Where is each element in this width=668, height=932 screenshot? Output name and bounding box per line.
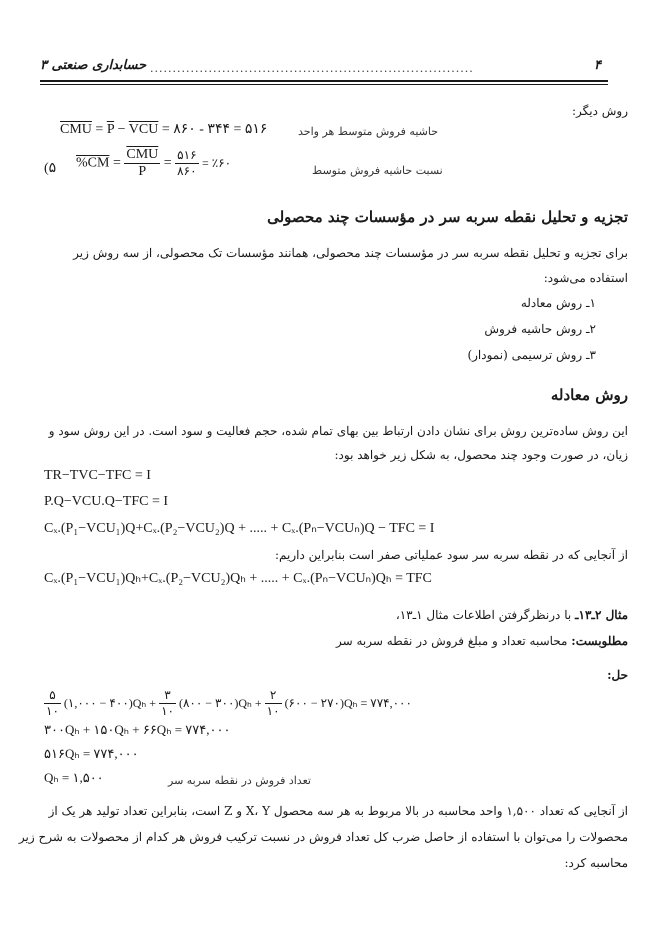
example-paragraph-1: از آنجایی که تعداد ۱,۵۰۰ واحد محاسبه در بالا مربوط به هر سه محصول X، Y و Z است، بنابراین تعداد تولید هر یک از: [48, 804, 628, 818]
example-title: مثال ۲ـ۱۳ـ: [575, 608, 628, 622]
list-item-equation: ۱ـ روش معادله: [520, 296, 596, 310]
equation-3: Cₓ.(P₁−VCU₁)Q+Cₓ.(P₂−VCU₂)Q + ..... + Cₓ.(Pₙ−VCUₙ)Q − TFC = I: [44, 521, 435, 536]
list-item-graphic: ۳ـ روش ترسیمی (نمودار): [467, 348, 596, 362]
equation-2: P.Q−VCU.Q−TFC = I: [44, 494, 169, 509]
cm-ratio-note: نسبت حاشیه فروش متوسط: [312, 164, 443, 177]
section-title-equation: روش معادله: [550, 386, 628, 404]
weight-z-den: ۱۰: [266, 704, 280, 718]
cm-eq-sign: =: [112, 155, 121, 171]
cm-value-num: ۵۱۶: [177, 148, 197, 162]
term-x: (۱,۰۰۰ − ۴۰۰)Qₕ +: [63, 696, 157, 710]
example-title-rest: با درنظرگرفتن اطلاعات مثال ۱ـ۱۳،: [395, 608, 572, 622]
example-required-line: [336, 634, 628, 648]
required-label: مطلوبست:: [571, 634, 628, 648]
weight-x-fraction: [44, 688, 61, 719]
price-symbol: $\overline{P}$: [106, 122, 115, 137]
solution-step-4-note: تعداد فروش در نقطه سربه سر: [168, 774, 311, 787]
header-dots: ........................................................................: [150, 62, 474, 75]
example-paragraph-2: محصولات را می‌توان با استفاده از حاصل ضرب کل تعداد فروش در نسبت ترکیب فروش هر کدام از محصولات به شرح زیر: [18, 830, 628, 844]
weight-y-fraction: [159, 688, 176, 719]
header-rule-thin: [40, 84, 608, 85]
section1-paragraph-cont: استفاده می‌شود:: [543, 271, 628, 285]
page-number: ۴: [594, 58, 601, 73]
weight-x-den: ۱۰: [46, 704, 59, 718]
weight-x-num: ۵: [44, 688, 61, 704]
section1-paragraph: برای تجزیه و تحلیل نقطه سربه سر در مؤسسات چند محصولی، همانند مؤسسات تک محصولی، از سه روش زیر: [73, 246, 628, 260]
weight-y-den: ۱۰: [161, 704, 174, 718]
solution-step-2: ۳۰۰Qₕ + ۱۵۰Qₕ + ۶۶Qₕ = ۷۷۴,۰۰۰: [44, 722, 231, 737]
cm-value-fraction: [175, 148, 198, 179]
solution-step-1: [44, 688, 412, 719]
cmu-symbol: $\overline{CMU}$: [60, 122, 92, 137]
header-rule-thick: [40, 80, 608, 82]
vcu-symbol: $\overline{VCU}$: [128, 122, 159, 137]
list-item-margin: ۲ـ روش حاشیه فروش: [484, 322, 596, 336]
term-y: (۸۰۰ − ۳۰۰)Qₕ +: [178, 696, 262, 710]
cm-result: = ٪۶۰: [202, 156, 232, 170]
section2-paragraph-3: از آنجایی که در نقطه سربه سر سود عملیاتی صفر است بنابراین داریم:: [275, 548, 628, 562]
method-label: روش دیگر:: [571, 104, 628, 118]
cmu-formula: $\overline{CMU} = \overline{P} - \overline{VCU}$ = ۸۶۰ - ۳۴۴ = ۵۱۶: [60, 122, 268, 137]
cm-ratio-formula: [76, 147, 231, 180]
cm-ratio-number: (۵: [44, 161, 57, 176]
required-text: محاسبه تعداد و مبلغ فروش در نقطه سربه سر: [335, 634, 568, 648]
weight-y-num: ۳: [159, 688, 176, 704]
cm-fraction: [124, 147, 160, 180]
equation-4: Cₓ.(P₁−VCU₁)Qₕ+Cₓ.(P₂−VCU₂)Qₕ + ..... + Cₓ.(Pₙ−VCUₙ)Qₕ = TFC: [44, 571, 432, 586]
cmu-note: حاشیه فروش متوسط هر واحد: [298, 125, 439, 138]
solution-label: حل:: [607, 668, 628, 682]
term-z: (۶۰۰ − ۲۷۰)Qₕ = ۷۷۴,۰۰۰: [284, 696, 412, 710]
cm-frac-num: $\overline{CMU}$: [126, 147, 159, 162]
running-header-title: حسابداری صنعتی ۳: [40, 58, 147, 73]
weight-z-fraction: [265, 688, 282, 719]
weight-z-num: ۲: [265, 688, 282, 704]
equation-1: TR−TVC−TFC = I: [44, 468, 151, 483]
example-paragraph-3: محاسبه کرد:: [564, 856, 628, 870]
cm-frac-den: P: [138, 164, 147, 179]
cm-value-den: ۸۶۰: [177, 164, 197, 178]
example-title-line: [396, 608, 628, 622]
pct-cm-symbol: %CM: [76, 155, 110, 171]
solution-step-3: ۵۱۶Qₕ = ۷۷۴,۰۰۰: [44, 746, 139, 761]
section-title-breakeven: تجزیه و تحلیل نقطه سربه سر در مؤسسات چند محصولی: [267, 208, 628, 226]
solution-step-4: Qₕ = ۱,۵۰۰: [44, 770, 104, 785]
cmu-value: = ۸۶۰ - ۳۴۴ = ۵۱۶: [161, 122, 268, 137]
section2-paragraph-cont: زیان، در صورت وجود چند محصول، به شکل زیر خواهد بود:: [334, 448, 628, 462]
cm-eq-sign-2: =: [163, 155, 172, 171]
section2-paragraph: این روش ساده‌ترین روش برای نشان دادن ارتباط بین بهای تمام شده، حجم فعالیت و سود است. در این روش سود و: [48, 424, 628, 438]
